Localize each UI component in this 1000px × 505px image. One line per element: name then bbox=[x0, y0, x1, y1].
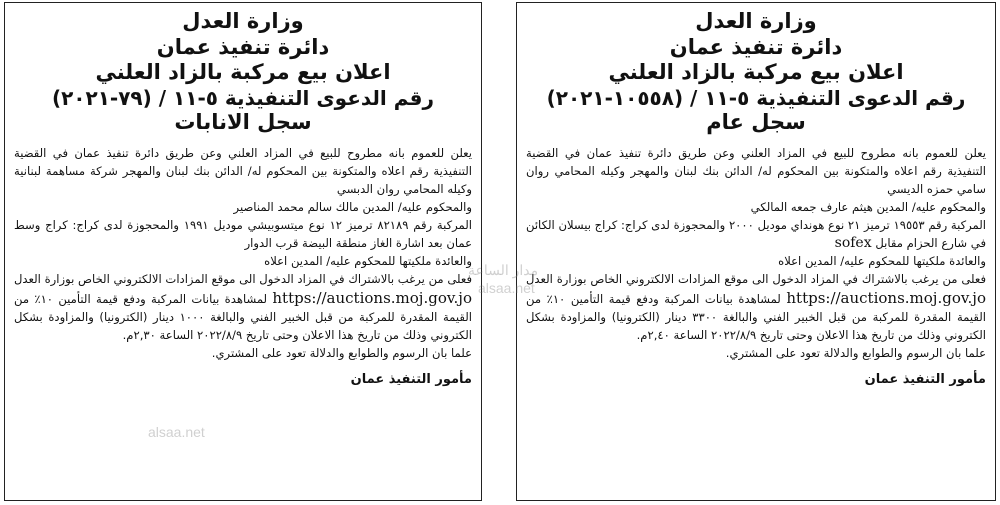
fees-note: علما بان الرسوم والطوابع والدلالة تعود على المشتري. bbox=[211, 345, 472, 360]
watermark-latin: alsaa.net bbox=[478, 280, 535, 296]
watermark-bottom: alsaa.net bbox=[148, 424, 205, 440]
department-heading: دائرة تنفيذ عمان bbox=[156, 34, 330, 59]
case-number: رقم الدعوى التنفيذية ٥-١١ / (١٠٥٥٨-٢٠٢١) bbox=[546, 85, 966, 110]
landmark-sofex: sofex bbox=[834, 235, 872, 252]
signature: مأمور التنفيذ عمان bbox=[350, 371, 472, 387]
notice-body bbox=[14, 144, 472, 362]
announcement-paragraph: يعلن للعموم بانه مطروح للبيع في المزاد العلني وعن طريق دائرة تنفيذ عمان في القضية التنفيذية رقم اعلاه والمتكونة بين المحكوم له/ الدائن بنك لبنان والمهجر شركة مساهمة لبنانية وكيله المحامي روان الدبسي bbox=[14, 145, 472, 197]
vehicle-description: المركبة رقم ١٩٥٥٣ ترميز ٢١ نوع هونداي موديل ٢٠٠٠ والمحجوزة لدى كراج: كراج بيسلان الكائن في شارع الحزام مقابل bbox=[526, 218, 986, 251]
auction-website-link[interactable]: https://auctions.moj.gov.jo bbox=[786, 288, 986, 307]
participation-intro: فعلى من يرغب بالاشتراك في المزاد الدخول الى موقع المزادات الالكتروني الخاص بوزارة العدل bbox=[14, 272, 472, 287]
debtor-line: والمحكوم عليه/ المدين مالك سالم محمد المناصير bbox=[233, 200, 472, 215]
ownership-line: والعائدة ملكيتها للمحكوم عليه/ المدين اعلاه bbox=[264, 254, 472, 269]
vehicle-paragraph bbox=[526, 216, 986, 252]
ministry-heading: وزارة العدل bbox=[182, 9, 304, 33]
announcement-paragraph: يعلن للعموم بانه مطروح للبيع في المزاد العلني وعن طريق دائرة تنفيذ عمان في القضية التنفيذية رقم اعلاه والمتكونة بين المحكوم له/ الدائن بنك لبنان والمهجر وكيله المحامي روان سامي حمزه الديسي bbox=[526, 145, 986, 197]
debtor-line: والمحكوم عليه/ المدين هيثم عارف جمعه المالكي bbox=[750, 200, 986, 215]
participation-details: لمشاهدة بيانات المركبة ودفع قيمة التأمين ١٠٪ من القيمة المقدرة للمركبة من قبل الخبير الفني والبالغة ١٠٠٠ دينار (الكترونيا) والمزاودة بشكل الكتروني وذلك من تاريخ هذا الاعلان وحتى تاريخ ٢٠٢٢/٨/٩ الساعة ٢,٣٠م. bbox=[14, 291, 472, 342]
case-number: رقم الدعوى التنفيذية ٥-١١ / (٧٩-٢٠٢١) bbox=[51, 85, 435, 110]
ownership-line: والعائدة ملكيتها للمحكوم عليه/ المدين اعلاه bbox=[778, 254, 986, 269]
notice-delegation-register bbox=[4, 2, 482, 501]
notice-body bbox=[526, 144, 986, 362]
watermark-arabic: مدار الساعة bbox=[468, 262, 539, 278]
ministry-heading: وزارة العدل bbox=[695, 9, 817, 33]
participation-intro: فعلى من يرغب بالاشتراك في المزاد الدخول الى موقع المزادات الالكتروني الخاص بوزارة العدل bbox=[526, 272, 986, 287]
signature: مأمور التنفيذ عمان bbox=[864, 371, 986, 387]
register-type: سجل الانابات bbox=[174, 110, 312, 135]
participation-paragraph bbox=[526, 270, 986, 343]
notice-title: اعلان بيع مركبة بالزاد العلني bbox=[608, 60, 904, 85]
participation-details: لمشاهدة بيانات المركبة ودفع قيمة التأمين ١٠٪ من القيمة المقدرة للمركبة من قبل الخبير الفني والبالغة ٣٣٠٠ دينار (الكترونيا) والمزاودة بشكل الكتروني وذلك من تاريخ هذا الاعلان وحتى تاريخ ٢٠٢٢/٨/٩ الساعة ٢,٤٠م. bbox=[526, 291, 986, 342]
auction-website-link[interactable]: https://auctions.moj.gov.jo bbox=[272, 288, 472, 307]
notice-general-register bbox=[516, 2, 996, 501]
register-type: سجل عام bbox=[706, 110, 806, 135]
notice-title: اعلان بيع مركبة بالزاد العلني bbox=[95, 60, 391, 85]
participation-paragraph bbox=[14, 270, 472, 343]
department-heading: دائرة تنفيذ عمان bbox=[669, 34, 843, 59]
fees-note: علما بان الرسوم والطوابع والدلالة تعود على المشتري. bbox=[725, 345, 986, 360]
vehicle-paragraph: المركبة رقم ٨٢١٨٩ ترميز ١٢ نوع ميتسوبيشي موديل ١٩٩١ والمحجوزة لدى كراج: كراج وسط عمان بعد اشارة الغاز منطقة البيضة قرب الدوار bbox=[14, 218, 472, 251]
